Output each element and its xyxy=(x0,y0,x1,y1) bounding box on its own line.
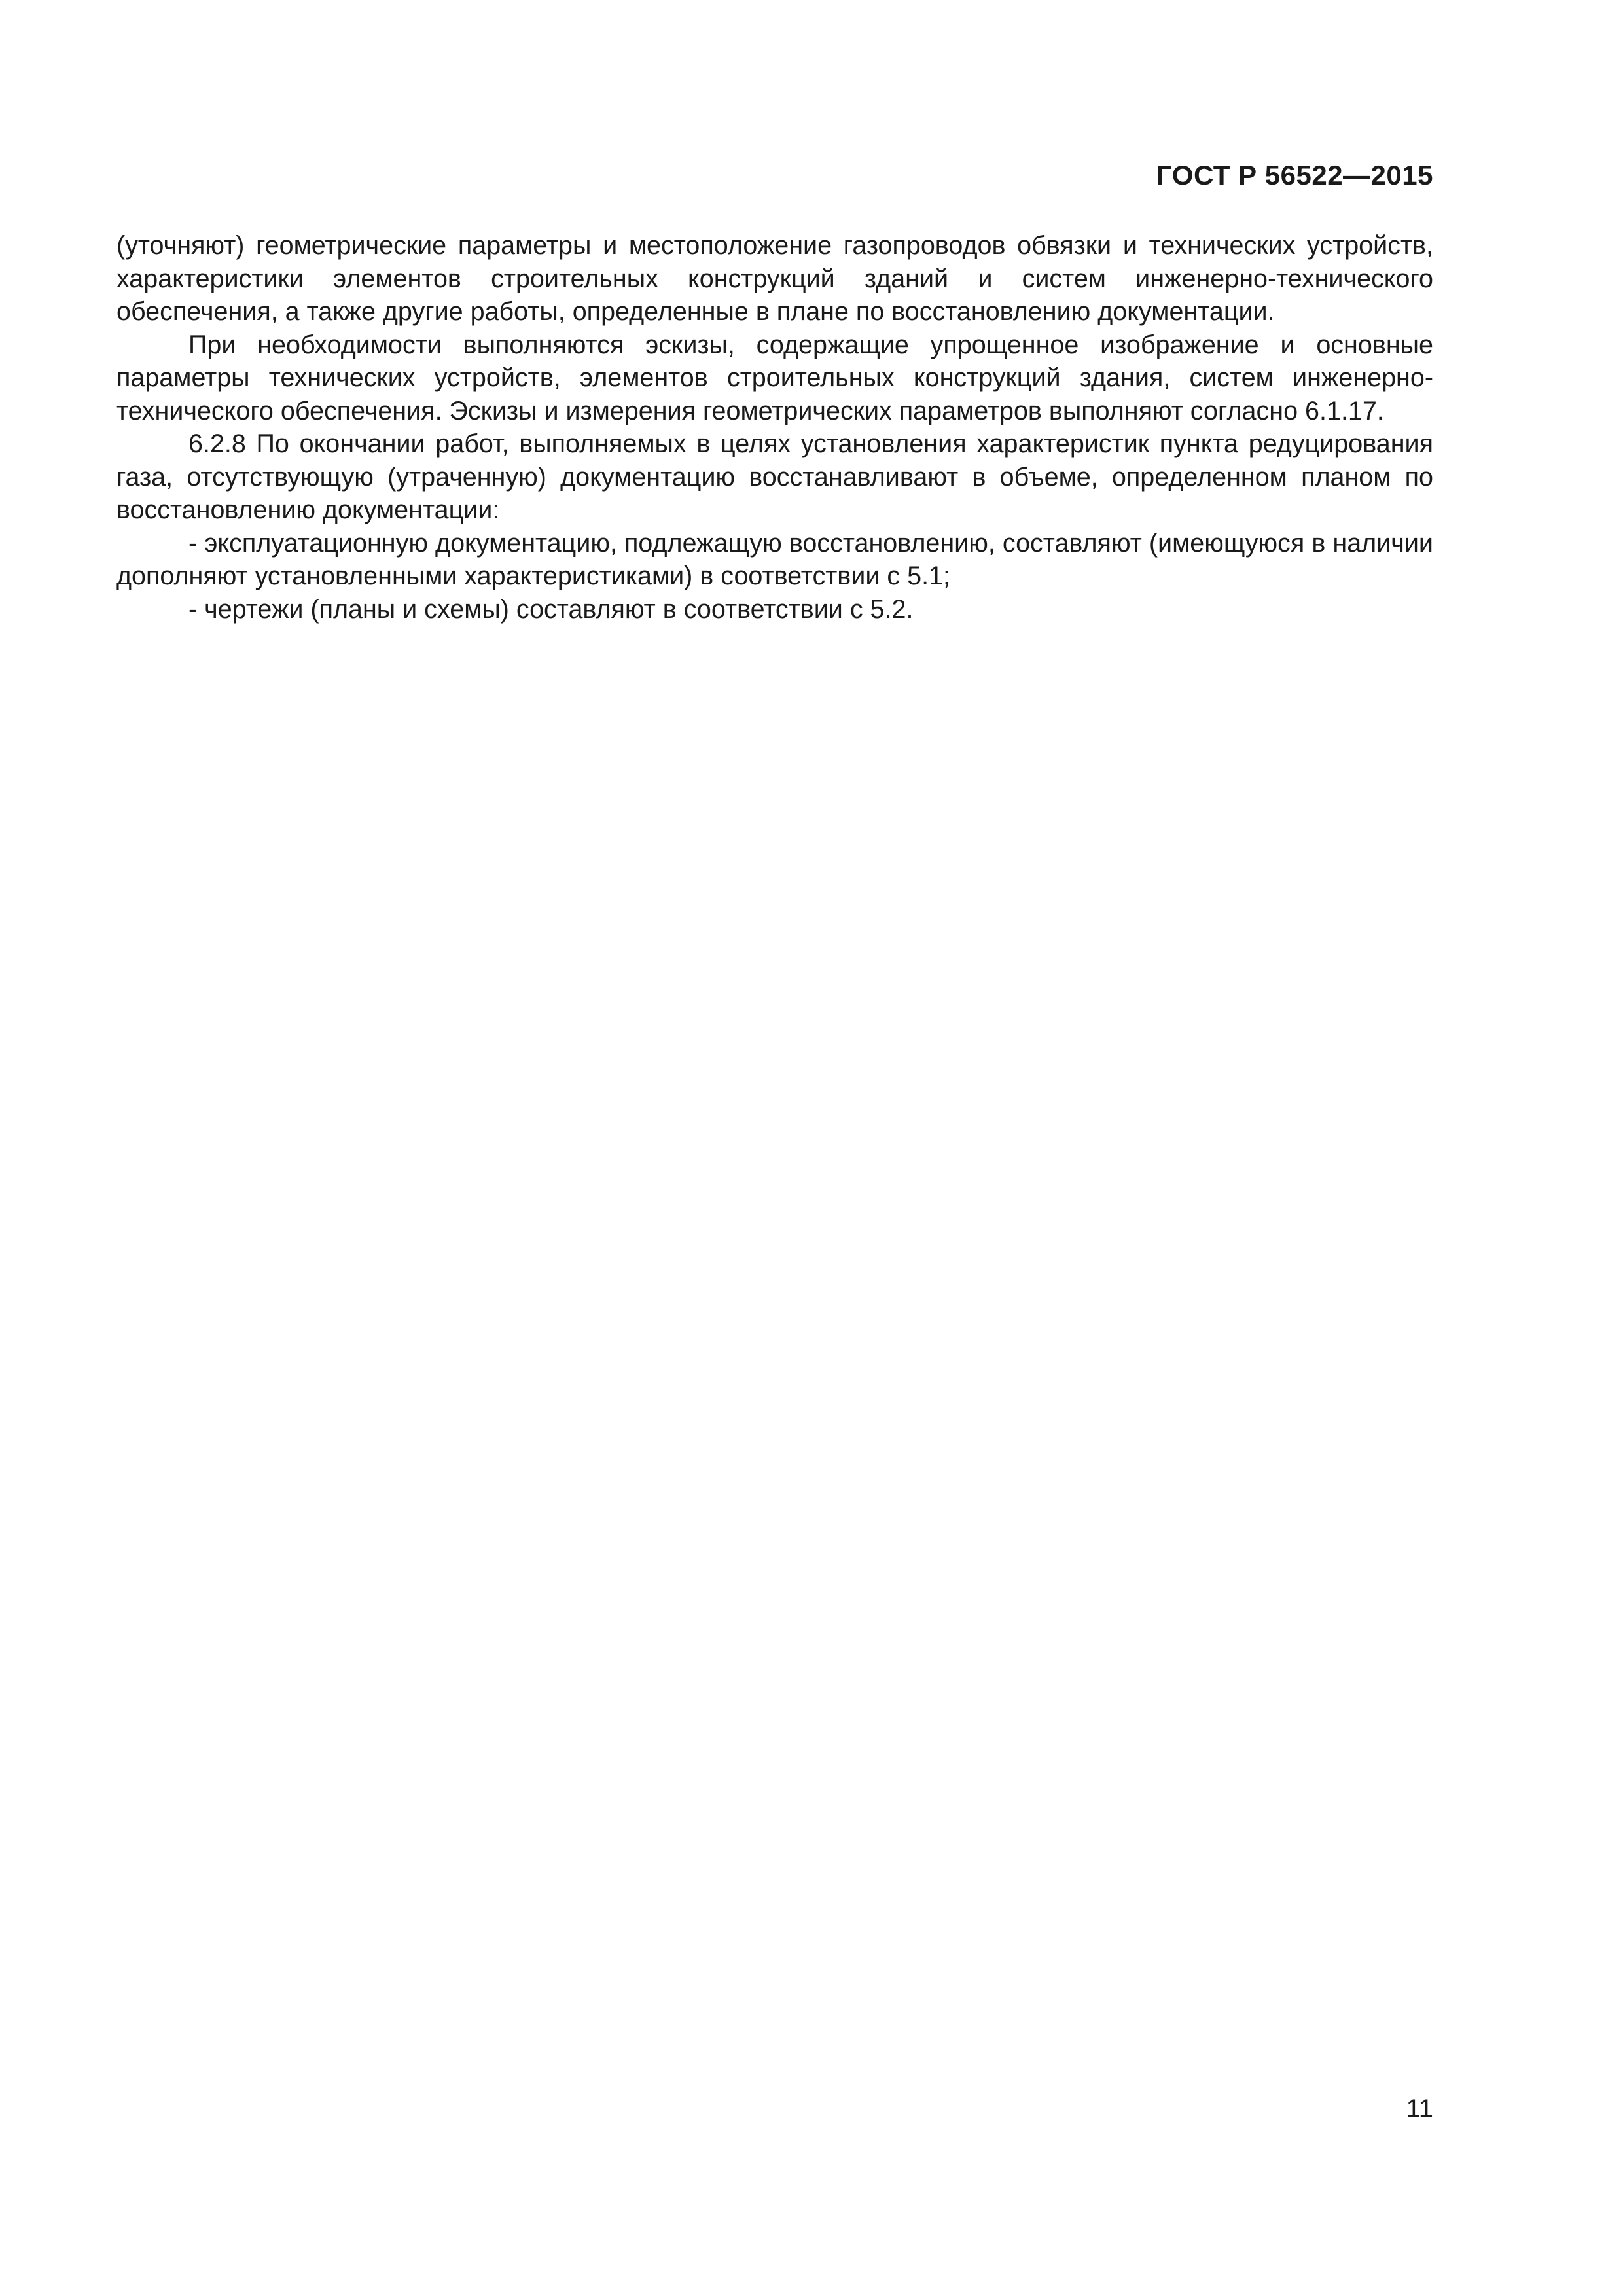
document-body xyxy=(116,229,1433,626)
list-item-drawings: - чертежи (планы и схемы) составляют в соответствии с 5.2. xyxy=(188,594,914,624)
page-number: 11 xyxy=(1406,2094,1433,2123)
list-item-operational-docs: - эксплуатационную документацию, подлежащую восстановлению, составляют (имеющуюся в наличии дополняют установленными характеристиками) в соответствии с 5.1; xyxy=(116,528,1433,590)
paragraph-clause-6-2-8: 6.2.8 По окончании работ, выполняемых в целях установления характеристик пункта редуцирования газа, отсутствующую (утраченную) документацию восстанавливают в объеме, определенном планом по восстановлению документации: xyxy=(116,429,1433,524)
paragraph-sketches: При необходимости выполняются эскизы, содержащие упрощенное изображение и основные параметры технических устройств, элементов строительных конструкций здания, систем инженерно-технического обеспечения. Эскизы и измерения геометрических параметров выполняют согласно 6.1.17. xyxy=(116,330,1433,425)
document-code-header: ГОСТ Р 56522—2015 xyxy=(1156,160,1433,190)
paragraph-continuation: (уточняют) геометрические параметры и местоположение газопроводов обвязки и технических устройств, характеристики элементов строительных конструкций зданий и систем инженерно-технического обеспечения, а также другие работы, определенные в плане по восстановлению документации. xyxy=(116,231,1433,326)
